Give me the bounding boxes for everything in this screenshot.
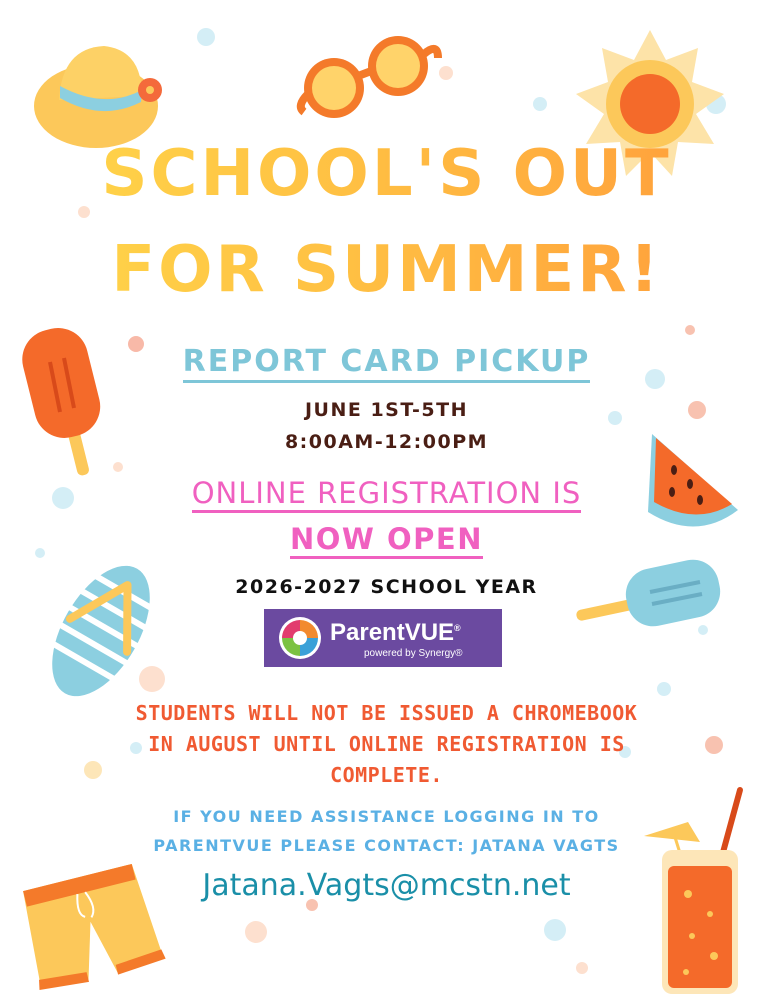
parentvue-subtitle: powered by Synergy® (364, 648, 463, 659)
chromebook-warning-line-2: IN AUGUST UNTIL ONLINE REGISTRATION IS (148, 732, 625, 756)
report-card-heading (0, 344, 773, 379)
assistance-line-1: IF YOU NEED ASSISTANCE LOGGING IN TO (173, 807, 600, 826)
parentvue-logo-text (330, 619, 461, 647)
parentvue-logo (264, 609, 502, 667)
parentvue-logo-mark-icon (278, 616, 322, 660)
chromebook-warning-line-3: COMPLETE. (330, 763, 443, 787)
school-year: 2026-2027 SCHOOL YEAR (235, 576, 538, 598)
report-card-heading-text: REPORT CARD PICKUP (183, 344, 591, 383)
title-line-2: FOR SUMMER! (0, 238, 773, 302)
chromebook-warning-line-1: STUDENTS WILL NOT BE ISSUED A CHROMEBOOK (135, 701, 638, 725)
registration-line-1 (0, 476, 773, 510)
registration-line-2-text: NOW OPEN (290, 522, 483, 559)
registration-line-1-text: ONLINE REGISTRATION IS (192, 476, 582, 513)
pickup-hours: 8:00AM-12:00PM (284, 431, 489, 453)
contact-email[interactable]: Jatana.Vagts@mcstn.net (202, 868, 571, 903)
assistance-line-2: PARENTVUE PLEASE CONTACT: JATANA VAGTS (153, 836, 620, 855)
parentvue-tm: ® (454, 623, 461, 633)
registration-line-2 (0, 522, 773, 556)
parentvue-brand: ParentVUE (330, 619, 455, 646)
pickup-dates: JUNE 1ST-5TH (304, 399, 469, 421)
title-line-1: SCHOOL'S OUT (0, 142, 773, 206)
sunglasses-icon (292, 32, 444, 120)
